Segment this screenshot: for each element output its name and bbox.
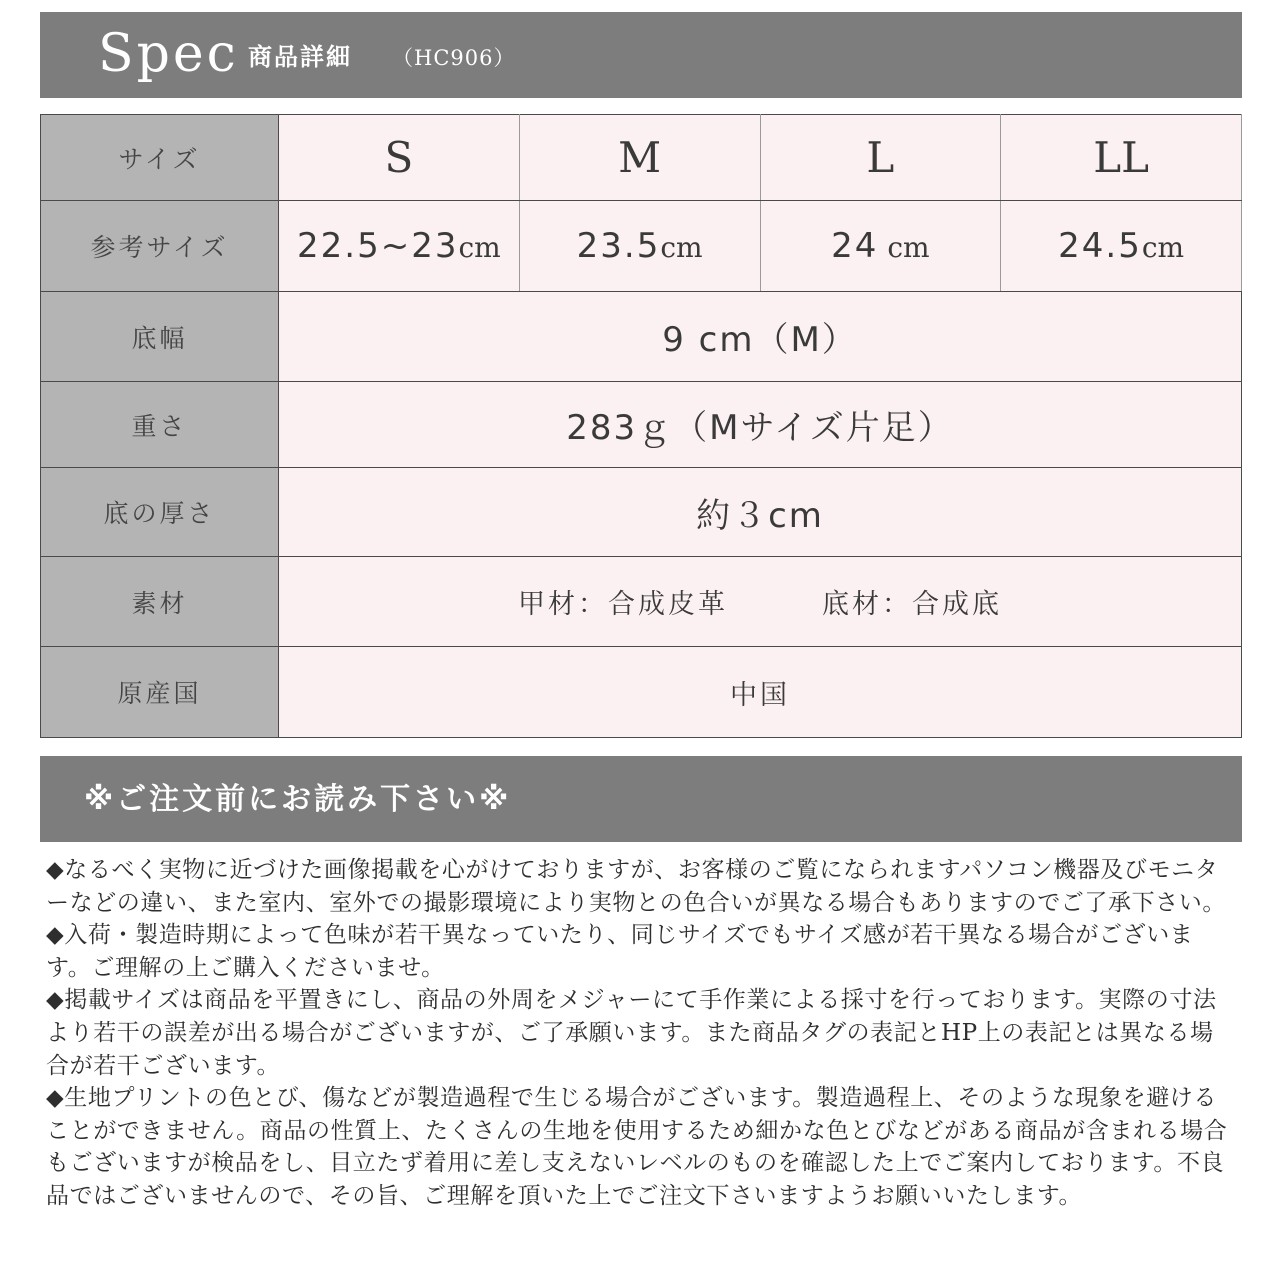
material-row xyxy=(41,557,1242,647)
spec-subtitle: 商品詳細 xyxy=(248,43,352,71)
spec-title: Spec xyxy=(98,24,239,84)
ref-size-s xyxy=(279,201,520,292)
ref-size-num: 24.5 xyxy=(1058,226,1142,266)
thickness-value xyxy=(279,468,1242,557)
notice-item: ◆なるべく実物に近づけた画像掲載を心がけておりますが、お客様のご覧になられますパソコン機器及びモニターなどの違い、また室内、室外での撮影環境により実物との色合いが異なる場合もありますのでご了承下さい。 xyxy=(46,857,1226,916)
ref-size-label: 参考サイズ xyxy=(41,201,279,292)
size-letter: LL xyxy=(1093,133,1150,182)
size-row xyxy=(41,115,1242,201)
size-letter: M xyxy=(618,133,662,182)
weight-value xyxy=(279,382,1242,468)
notice-item: ◆入荷・製造時期によって色味が若干異なっていたり、同じサイズでもサイズ感が若干異なる場合がございます。ご理解の上ご購入くださいませ。 xyxy=(46,922,1194,981)
size-s xyxy=(279,115,520,201)
thickness-value-text: 約３cm xyxy=(696,495,824,536)
size-m xyxy=(519,115,760,201)
thickness-label: 底の厚さ xyxy=(41,468,279,557)
size-letter: S xyxy=(384,133,414,182)
ref-size-unit: cm xyxy=(878,231,930,264)
origin-value xyxy=(279,647,1242,738)
notice-item: ◆掲載サイズは商品を平置きにし、商品の外周をメジャーにて手作業による採寸を行っております。実際の寸法より若干の誤差が出る場合がございますが、ご了承願います。また商品タグの表記とHP上の表記とは異なる場合が若干ございます。 xyxy=(46,987,1217,1079)
ref-size-row xyxy=(41,201,1242,292)
size-l xyxy=(760,115,1001,201)
ref-size-l xyxy=(760,201,1001,292)
width-value-text: 9 cm（M） xyxy=(662,320,858,360)
notice-list xyxy=(46,854,1236,1213)
width-label: 底幅 xyxy=(41,292,279,382)
product-code: （HC906） xyxy=(392,46,516,70)
material-sole: 底材：合成底 xyxy=(822,589,1002,620)
notice-title: ※ご注文前にお読み下さい※ xyxy=(84,782,512,817)
size-ll xyxy=(1001,115,1242,201)
notice-header xyxy=(40,756,1242,842)
weight-row xyxy=(41,382,1242,468)
ref-size-num: 23.5 xyxy=(576,226,661,266)
ref-size-m xyxy=(519,201,760,292)
ref-size-num: 22.5~23 xyxy=(297,226,459,266)
origin-row xyxy=(41,647,1242,738)
notice-item: ◆生地プリントの色とび、傷などが製造過程で生じる場合がございます。製造過程上、そのような現象を避けることができません。商品の性質上、たくさんの生地を使用するため細かな色とびなどがある商品が含まれる場合もございますが検品をし、目立たず着用に差し支えないレベルのものを確認した上でご案内しております。不良品ではございませんので、その旨、ご理解を頂いた上でご注文下さいますようお願いいたします。 xyxy=(46,1085,1228,1209)
ref-size-unit: cm xyxy=(660,231,703,264)
ref-size-ll xyxy=(1001,201,1242,292)
material-upper: 甲材：合成皮革 xyxy=(518,589,728,620)
ref-size-unit: cm xyxy=(458,231,501,264)
material-value xyxy=(279,557,1242,647)
size-letter: L xyxy=(866,133,895,182)
origin-value-text: 中国 xyxy=(730,679,790,711)
thickness-row xyxy=(41,468,1242,557)
width-value xyxy=(279,292,1242,382)
ref-size-num: 24 xyxy=(831,226,879,266)
ref-size-unit: cm xyxy=(1141,231,1185,264)
origin-label: 原産国 xyxy=(41,647,279,738)
weight-label: 重さ xyxy=(41,382,279,468)
spec-header xyxy=(40,12,1242,98)
width-row xyxy=(41,292,1242,382)
size-label: サイズ xyxy=(41,115,279,201)
material-label: 素材 xyxy=(41,557,279,647)
spec-table xyxy=(40,114,1242,738)
weight-value-text: 283ｇ（Mサイズ片足） xyxy=(566,408,954,448)
